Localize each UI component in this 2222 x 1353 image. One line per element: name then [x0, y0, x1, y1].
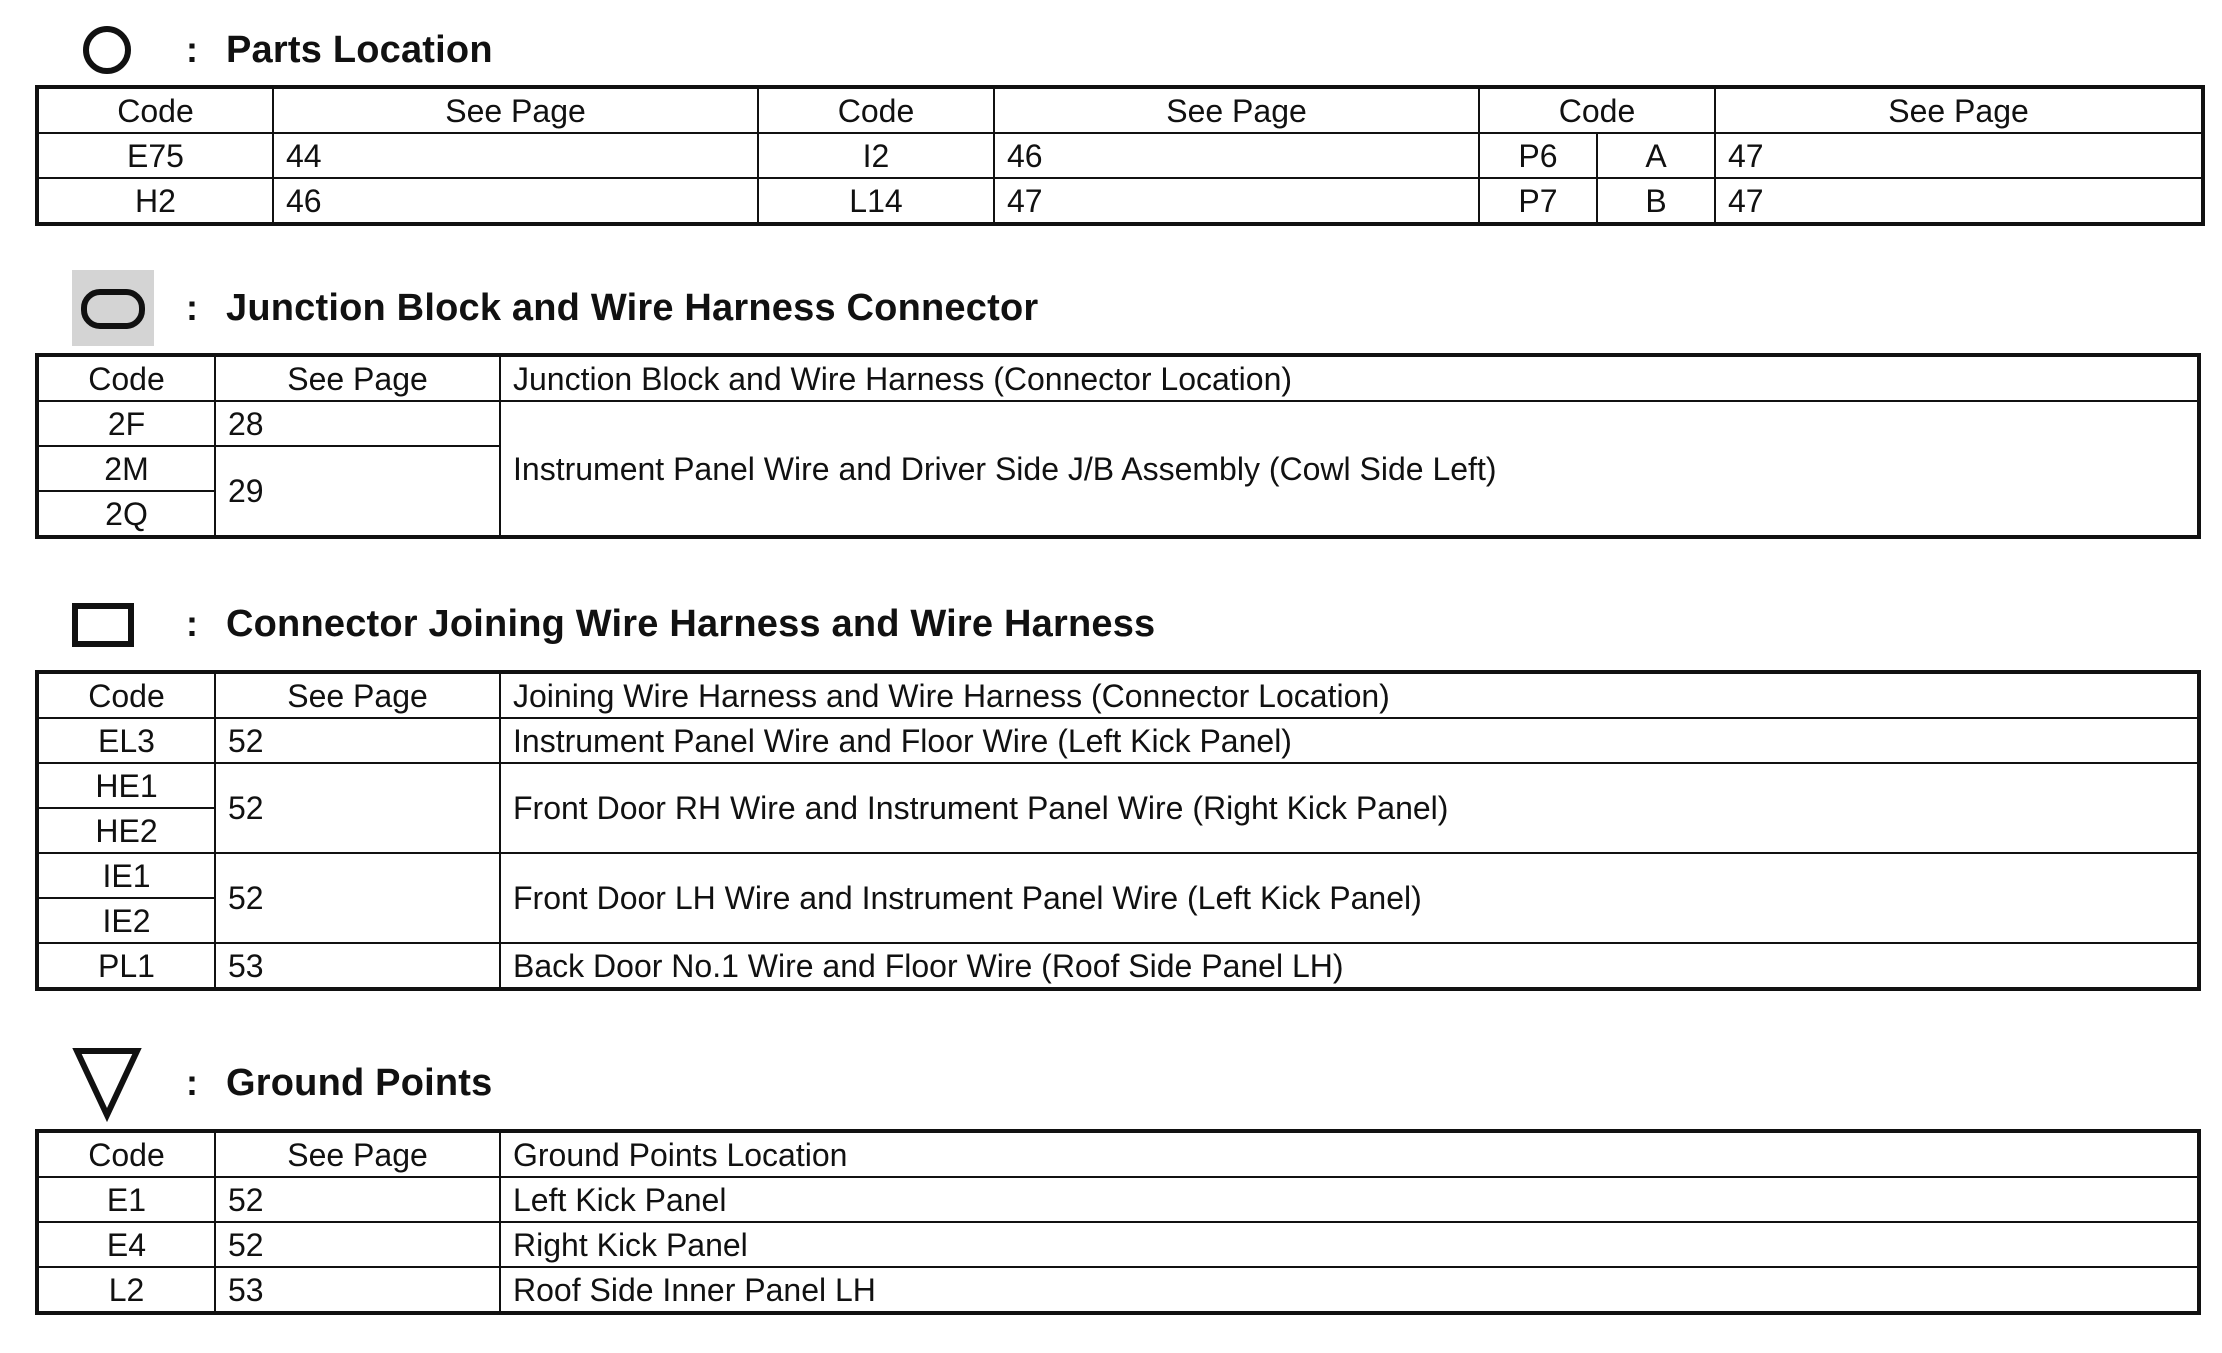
ground-points-heading-row	[72, 1043, 492, 1123]
page-cell: 29	[215, 446, 500, 537]
header-see-page: See Page	[1715, 87, 2203, 133]
connector-joining-table	[35, 670, 2201, 991]
heading-colon: :	[186, 29, 198, 70]
ground-points-table	[35, 1129, 2201, 1315]
header-description: Joining Wire Harness and Wire Harness (Connector Location)	[500, 672, 2199, 718]
code-cell: L14	[758, 178, 994, 224]
page-cell: 44	[273, 133, 758, 178]
table-row	[37, 943, 2199, 989]
page-cell: 47	[1715, 133, 2203, 178]
parts-location-title: Parts Location	[226, 28, 493, 71]
table-row	[37, 1222, 2199, 1267]
code-cell: E4	[37, 1222, 215, 1267]
header-see-page: See Page	[215, 672, 500, 718]
heading-colon: :	[186, 1062, 198, 1103]
parts-location-heading-row	[72, 10, 493, 90]
table-row	[37, 853, 2199, 898]
code-cell: IE2	[37, 898, 215, 943]
table-header-row	[37, 672, 2199, 718]
page-cell: 52	[215, 763, 500, 853]
page-cell: 52	[215, 1177, 500, 1222]
code-cell: 2Q	[37, 491, 215, 537]
header-code: Code	[758, 87, 994, 133]
code-cell: 2F	[37, 401, 215, 446]
code-cell: HE2	[37, 808, 215, 853]
description-cell: Back Door No.1 Wire and Floor Wire (Roof Side Panel LH)	[500, 943, 2199, 989]
header-code: Code	[37, 355, 215, 401]
table-row	[37, 401, 2199, 446]
page-cell: 53	[215, 943, 500, 989]
rectangle-icon	[72, 584, 156, 664]
page-cell: 53	[215, 1267, 500, 1313]
code-cell: EL3	[37, 718, 215, 763]
header-see-page: See Page	[994, 87, 1479, 133]
description-cell: Front Door LH Wire and Instrument Panel Wire (Left Kick Panel)	[500, 853, 2199, 943]
heading-colon: :	[186, 287, 198, 328]
page-cell: 46	[994, 133, 1479, 178]
junction-block-table	[35, 353, 2201, 539]
table-header-row	[37, 1131, 2199, 1177]
description-cell: Front Door RH Wire and Instrument Panel Wire (Right Kick Panel)	[500, 763, 2199, 853]
code-cell: E1	[37, 1177, 215, 1222]
code-cell: PL1	[37, 943, 215, 989]
page-cell: 46	[273, 178, 758, 224]
header-see-page: See Page	[215, 1131, 500, 1177]
table-header-row	[37, 87, 2203, 133]
header-description: Junction Block and Wire Harness (Connector Location)	[500, 355, 2199, 401]
code-cell: P7	[1479, 178, 1597, 224]
code-cell: E75	[37, 133, 273, 178]
description-cell: Instrument Panel Wire and Floor Wire (Left Kick Panel)	[500, 718, 2199, 763]
header-code: Code	[37, 1131, 215, 1177]
code-cell: P6	[1479, 133, 1597, 178]
page-cell: 47	[1715, 178, 2203, 224]
header-description: Ground Points Location	[500, 1131, 2199, 1177]
description-cell: Instrument Panel Wire and Driver Side J/B Assembly (Cowl Side Left)	[500, 401, 2199, 537]
page-cell: 52	[215, 1222, 500, 1267]
header-code: Code	[37, 87, 273, 133]
description-cell: Roof Side Inner Panel LH	[500, 1267, 2199, 1313]
page-cell: 28	[215, 401, 500, 446]
junction-block-title: Junction Block and Wire Harness Connector	[226, 286, 1039, 329]
connector-variant-cell: A	[1597, 133, 1715, 178]
code-cell: IE1	[37, 853, 215, 898]
header-code: Code	[1479, 87, 1715, 133]
page-cell: 52	[215, 718, 500, 763]
connector-joining-heading-row	[72, 584, 1155, 664]
parts-location-table	[35, 85, 2205, 226]
page-cell: 52	[215, 853, 500, 943]
junction-block-heading-row	[72, 268, 1038, 348]
table-row	[37, 718, 2199, 763]
circle-icon	[72, 10, 156, 90]
header-code: Code	[37, 672, 215, 718]
table-row	[37, 1177, 2199, 1222]
inverted-triangle-icon	[72, 1043, 156, 1123]
table-row	[37, 133, 2203, 178]
code-cell: 2M	[37, 446, 215, 491]
code-cell: HE1	[37, 763, 215, 808]
code-cell: L2	[37, 1267, 215, 1313]
code-cell: I2	[758, 133, 994, 178]
connector-variant-cell: B	[1597, 178, 1715, 224]
header-see-page: See Page	[215, 355, 500, 401]
code-cell: H2	[37, 178, 273, 224]
table-header-row	[37, 355, 2199, 401]
heading-colon: :	[186, 603, 198, 644]
table-row	[37, 1267, 2199, 1313]
table-row	[37, 763, 2199, 808]
description-cell: Left Kick Panel	[500, 1177, 2199, 1222]
description-cell: Right Kick Panel	[500, 1222, 2199, 1267]
table-row	[37, 178, 2203, 224]
header-see-page: See Page	[273, 87, 758, 133]
shaded-rounded-rectangle-icon	[72, 268, 156, 348]
page-cell: 47	[994, 178, 1479, 224]
ground-points-title: Ground Points	[226, 1061, 493, 1104]
connector-joining-title: Connector Joining Wire Harness and Wire Harness	[226, 602, 1156, 645]
